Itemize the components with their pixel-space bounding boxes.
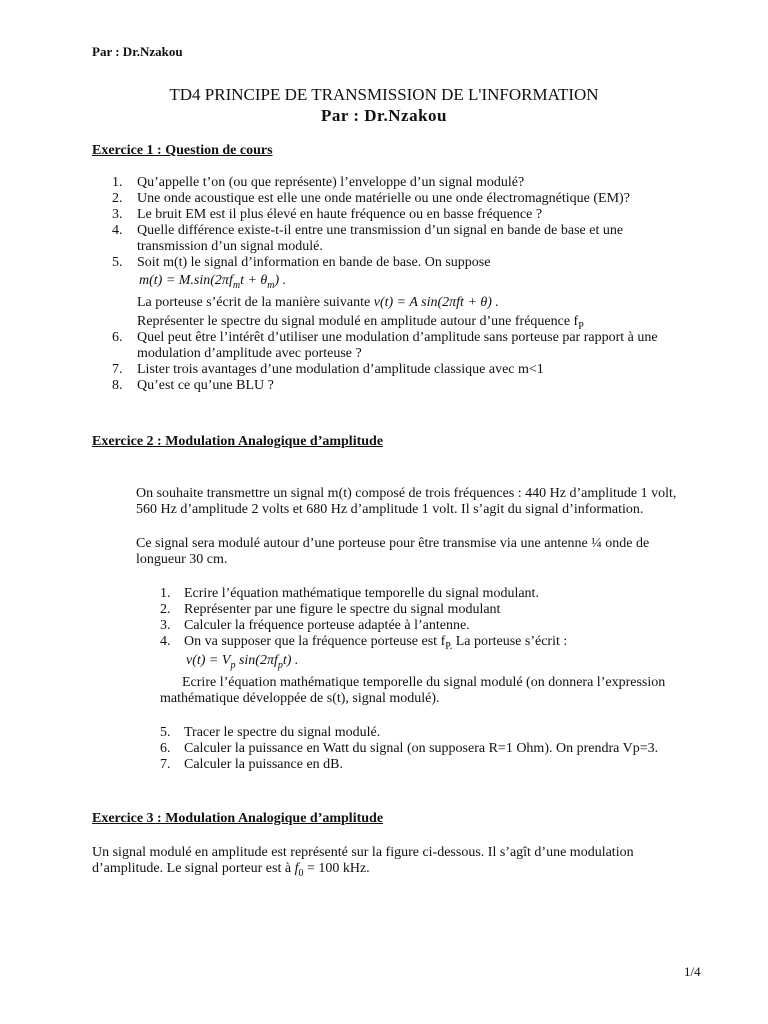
list-item: 7. Calculer la puissance en dB. — [160, 757, 344, 772]
exercise-3-heading: Exercice 3 : Modulation Analogique d’amplitude — [92, 811, 384, 826]
page-number: 1/4 — [684, 964, 701, 979]
carrier-line: La porteuse s’écrit de la manière suivante v(t) = A sin(2πft + θ) . — [137, 295, 499, 310]
exercise-1-questions — [112, 175, 692, 394]
list-item: 3. Le bruit EM est il plus élevé en haute fréquence ou en basse fréquence ? — [112, 207, 543, 222]
exercise-2-paragraph-2: Ce signal sera modulé autour d’une porteuse pour être transmise via une antenne ¼ onde de longueur 30 cm. — [136, 536, 650, 567]
exercise-2-questions — [160, 586, 690, 669]
document-author: Par : Dr.Nzakou — [320, 106, 448, 125]
equation-message: $m(t) = M.\sin(2\pi f_mt + \theta_m)$ . — [139, 273, 287, 291]
document-title: TD4 PRINCIPE DE TRANSMISSION DE L'INFORMATION — [169, 85, 599, 104]
exercise-3-paragraph: Un signal modulé en amplitude est représenté sur la figure ci-dessous. Il s’agît d’une modulation d’amplitude. Le signal porteur est à $f_0 = 100$ kHz. — [92, 845, 634, 879]
header-author: Par : Dr.Nzakou — [92, 44, 183, 59]
list-item: 7. Lister trois avantages d’une modulation d’amplitude classique avec m<1 — [112, 362, 544, 377]
exercise-2-questions-b — [160, 725, 690, 773]
exercise-2-paragraph-1: On souhaite transmettre un signal m(t) composé de trois fréquences : 440 Hz d’amplitude 1 volt, 560 Hz d’amplitude 2 volts et 680 Hz d’amplitude 1 volt. Il s’agit du signal d’information. — [136, 486, 677, 517]
list-item: 1. Qu’appelle t’on (ou que représente) l’enveloppe d’un signal modulé? — [112, 175, 525, 190]
list-item: 3. Calculer la fréquence porteuse adaptée à l’antenne. — [160, 618, 470, 633]
list-item: 2. Représenter par une figure le spectre du signal modulant — [160, 602, 501, 617]
list-item: 5. Soit m(t) le signal d’information en bande de base. On suppose $m(t) = M.\sin(2\pi f_mt + \theta_m)$ . La porteuse s’écrit de la manière suivante v(t) = A sin(2πft + θ) . Représenter le spectre du signal modulé en amplitude autour d’une fréquence $f_P$ — [112, 255, 692, 330]
list-item: 5. Tracer le spectre du signal modulé. — [160, 725, 381, 740]
list-item: 4. Quelle différence existe-t-il entre une transmission d’un signal en bande de base et une transmission d’un signal modulé. — [112, 223, 624, 254]
list-item: 4. On va supposer que la fréquence porteuse est $f_{P.}$ La porteuse s’écrit : $v(t) = V_p$ $\sin(2\pi f_pt)$ . — [160, 634, 690, 669]
spectrum-line: Représenter le spectre du signal modulé en amplitude autour d’une fréquence $f_P$ — [137, 314, 584, 332]
exercise-1-heading: Exercice 1 : Question de cours — [92, 143, 273, 158]
list-item: 2. Une onde acoustique est elle une onde matérielle ou une onde électromagnétique (EM)? — [112, 191, 630, 206]
list-item: 1. Ecrire l’équation mathématique temporelle du signal modulant. — [160, 586, 539, 601]
exercise-2-item-4-paragraph: Ecrire l’équation mathématique temporelle du signal modulé (on donnera l’expression mathématique développée de s(t), signal modulé). — [160, 675, 666, 706]
list-item: 6. Calculer la puissance en Watt du signal (on supposera R=1 Ohm). On prendra Vp=3. — [160, 741, 659, 756]
exercise-2-heading: Exercice 2 : Modulation Analogique d’amplitude — [92, 434, 384, 449]
list-item: 6. Quel peut être l’intérêt d’utiliser une modulation d’amplitude sans porteuse par rapport à une modulation d’amplitude avec porteuse ? — [112, 330, 658, 361]
equation-carrier: $v(t) = V_p$ $\sin(2\pi f_pt)$ . — [186, 653, 299, 671]
list-item: 8. Qu’est ce qu’une BLU ? — [112, 378, 274, 393]
